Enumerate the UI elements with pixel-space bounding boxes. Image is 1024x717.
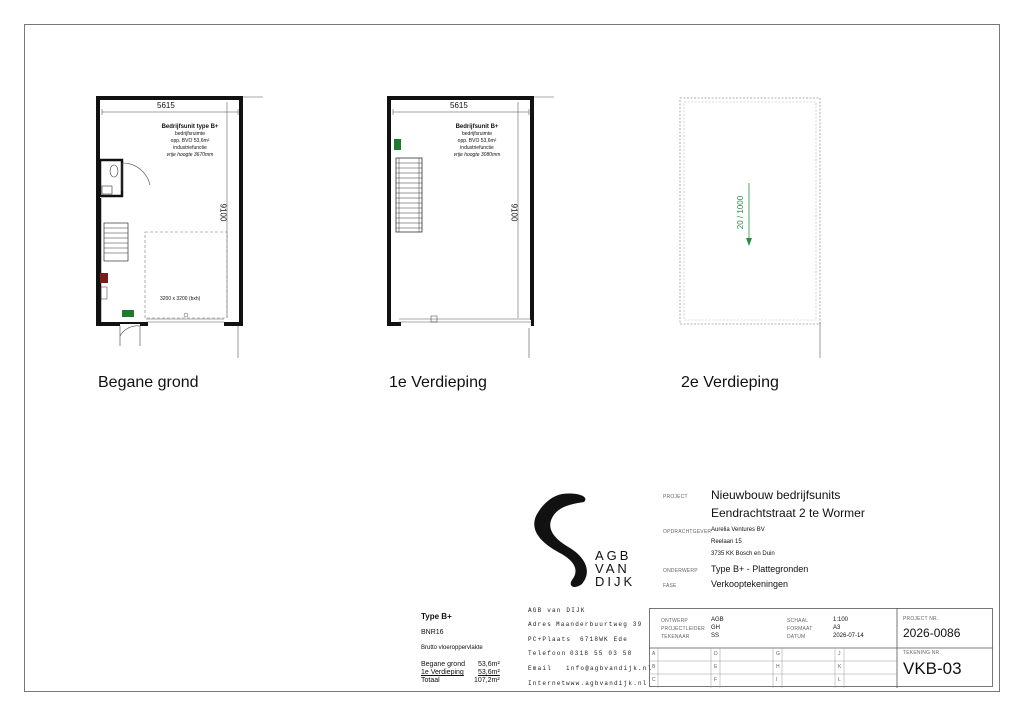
rev-letter: E [714,664,718,670]
rev-letter: C [652,677,656,683]
area-row-value: 53,6m² [478,669,500,676]
first-room-line4: vrije hoogte 3080mm [453,152,501,158]
schaal-label: SCHAAL [787,618,809,624]
logo-word-2: VAN [595,561,630,576]
ground-room-line3: industriefunctie [173,145,207,151]
logo-word-1: AGB [595,548,632,563]
datum-value: 2026-07-14 [833,633,864,639]
rev-letter: G [776,651,781,657]
ontwerp-value: AGB [711,617,724,623]
formaat-value: A3 [833,625,841,631]
ground-room-line4: vrije hoogte 3670mm [166,152,214,158]
company-row-value: 6718WK Ede [580,636,629,643]
rev-letter: I [776,677,778,683]
tekenaar-value: SS [711,633,720,639]
client-label: OPDRACHTGEVER [663,529,712,535]
logo-word-3: DIJK [595,574,636,589]
tekeningnr-value: VKB-03 [903,659,962,678]
ground-width-dim: 5615 [157,101,175,110]
projectleider-label: PROJECTLEIDER [661,626,705,632]
datum-label: DATUM [787,634,806,640]
phase-label: FASE [663,583,677,589]
client-city: 3735 KK Bosch en Duin [711,551,775,557]
area-row-name: 1e Verdieping [421,669,464,676]
ontwerp-label: ONTWERP [661,618,688,624]
first-plan-label: 1e Verdieping [389,374,487,391]
rev-letter: F [714,677,718,683]
rev-letter: D [714,651,718,657]
rev-letter: J [838,651,841,657]
client-street: Reelaan 15 [711,539,742,545]
ground-plan-label: Begane grond [98,374,199,391]
projectnr-value: 2026-0086 [903,626,961,640]
subject-label: ONDERWERP [663,568,698,574]
logo-wordmark [595,549,635,588]
company-row-value: Maanderbuurtweg 39 [556,621,643,628]
first-room-line1: bedrijfsruimte [461,131,492,137]
tekenaar-label: TEKENAAR [661,634,690,640]
second-plan-label: 2e Verdieping [681,374,779,391]
projectleider-value: GH [711,625,720,631]
company-row-label: Telefoon [528,650,567,657]
ground-room-line1: bedrijfsruimte [174,131,205,137]
projectnr-label: PROJECT NR. [903,616,939,622]
area-heading: Brutto vloeroppervlakte [421,645,483,651]
ground-room-label [140,124,240,159]
company-name: AGB van DIJK [528,607,586,614]
area-row-value: 107,2m² [474,677,500,684]
schaal-value: 1:100 [833,617,849,623]
project-label: PROJECT [663,494,688,500]
first-room-label [427,124,527,159]
rev-letter: H [776,664,780,670]
subject-value: Type B+ - Plattegronden [711,564,809,574]
rev-letter: L [838,677,841,683]
ground-room-line2: opp. BVO 53,6m² [170,138,210,144]
phase-value: Verkooptekeningen [711,579,789,589]
second-floor-plan [672,90,832,360]
tekeningnr-label: TEKENING NR. [903,650,941,656]
first-width-dim: 5615 [450,101,468,110]
ground-door-label: 3200 x 3200 (bxh) [160,296,201,302]
company-row-value: www.agbvandijk.nl [566,680,648,687]
area-type: Type B+ [421,612,452,621]
company-row-label: PC+Plaats [528,636,572,643]
rev-letter: A [652,651,656,657]
company-row-label: Internet [528,680,567,687]
first-room-line2: opp. BVO 53,6m² [457,138,497,144]
project-line1: Nieuwbouw bedrijfsunits [711,488,841,502]
client-name: Aurelia Ventures BV [711,527,765,533]
area-row-name: Totaal [421,677,440,684]
ground-room-title: Bedrijfsunit type B+ [161,124,219,130]
area-row-value: 53,6m² [478,661,500,668]
formaat-label: FORMAAT [787,626,813,632]
first-height-dim: 9100 [509,203,519,222]
area-code: BNR16 [421,629,444,636]
rev-letter: B [652,664,656,670]
company-row-label: Email [528,665,553,672]
area-row-name: Begane grond [421,661,465,668]
project-line2: Eendrachtstraat 2 te Wormer [711,506,865,520]
ground-height-dim: 9100 [218,203,228,222]
company-row-value: info@agbvandijk.nl [566,665,653,672]
rev-letter: K [838,664,842,670]
company-row-label: Adres [528,621,553,628]
company-row-value: 0318 55 03 58 [570,650,633,657]
first-room-title: Bedrijfsunit B+ [455,124,499,130]
roof-slope-label: 20 / 1000 [736,195,746,230]
first-room-line3: industriefunctie [460,145,494,151]
agb-logo-mark [528,490,600,590]
